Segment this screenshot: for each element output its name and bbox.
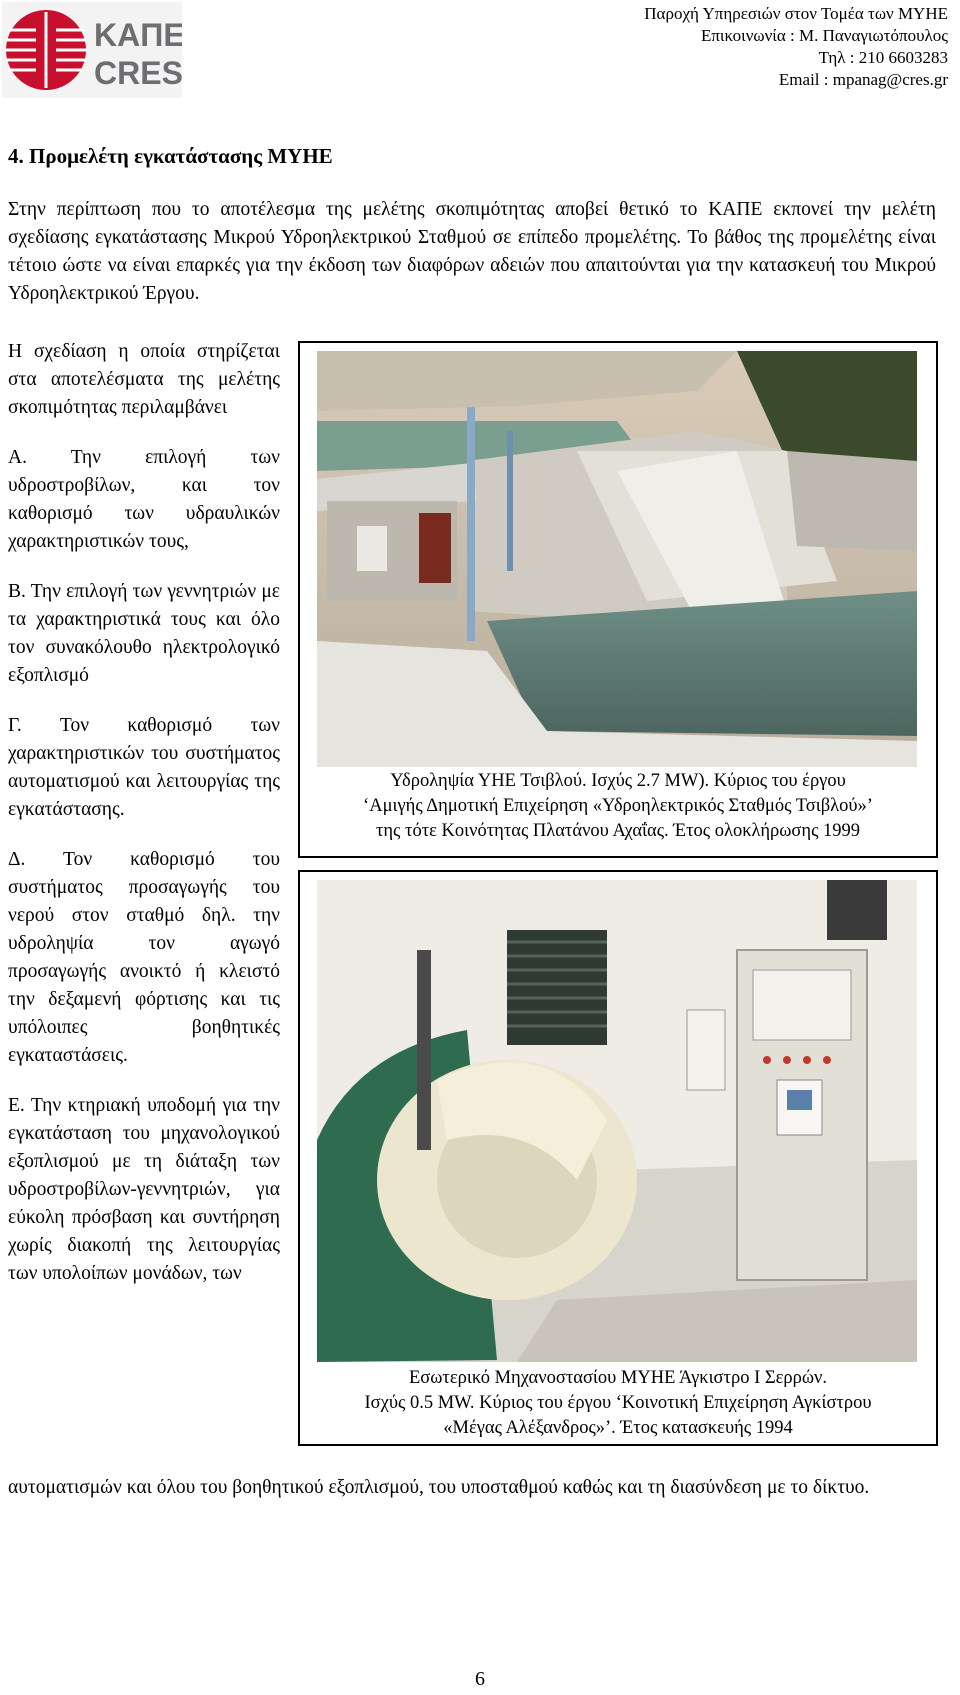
figure-water-intake <box>298 341 938 858</box>
caption-line: «Μέγας Αλέξανδρος»’. Έτος κατασκευής 1994 <box>443 1418 793 1438</box>
intro-paragraph: Στην περίπτωση που το αποτέλεσμα της μελέτης σκοπιμότητας αποβεί θετικό το ΚΑΠΕ εκπονεί την μελέτη σχεδίασης εγκατάστασης Μικρού Υδροηλεκτρικού Σταθμού σε επίπεδο προμελέτης. Το βάθος της προμελέτης είναι τέτοιο ώστε να είναι επαρκές για την έκδοση των διαφόρων αδειών που απαιτούνται για την κατασκευή του Μικρού Υδροηλεκτρικού Έργου. <box>8 199 936 304</box>
header-service-line: Παροχή Υπηρεσιών στον Τομέα των ΜΥΗΕ <box>644 4 948 23</box>
header-email[interactable]: Email : mpanag@cres.gr <box>778 70 948 89</box>
caption-line: ‘Αμιγής Δημοτική Επιχείρηση «Υδροηλεκτρικός Σταθμός Τσιβλού»’ <box>363 796 873 816</box>
design-item-e: Ε. Την κτηριακή υποδομή για την εγκατάσταση του μηχανολογικού εξοπλισμού με τη διάταξη των υδροστροβίλων-γεννητριών, για εύκολη πρόσβαση και συντήρηση χωρίς διακοπή της λειτουργίας των υπολοίπων μονάδων, των <box>8 1095 280 1284</box>
svg-text:CRES: CRES <box>94 55 182 91</box>
caption-line: Ισχύς 0.5 MW. Κύριος του έργου ‘Κοινοτική Επιχείρηση Αγκίστρου <box>364 1393 872 1413</box>
design-item-a: Α. Την επιλογή των υδροστροβίλων, και τον καθορισμό των υδραυλικών χαρακτηριστικών τους, <box>8 447 280 552</box>
photo-water-intake <box>317 351 917 767</box>
page-number: 6 <box>475 1668 485 1690</box>
figure-water-intake-caption <box>306 769 930 844</box>
figure-powerhouse-interior <box>298 870 938 1446</box>
caption-line: Εσωτερικό Μηχανοστασίου ΜΥΗΕ Άγκιστρο Ι Σερρών. <box>408 1368 828 1388</box>
design-item-d: Δ. Τον καθορισμό του συστήματος προσαγωγής του νερού στον σταθμό δηλ. την υδροληψία τον αγωγό προσαγωγής ανοικτό ή κλειστό την δεξαμενή φόρτισης και τις υπόλοιπες βοηθητικές εγκαταστάσεις. <box>8 849 280 1066</box>
photo-powerhouse-interior <box>317 880 917 1362</box>
header-contact-person: Επικοινωνία : Μ. Παναγιωτόπουλος <box>700 26 948 45</box>
figure-powerhouse-interior-caption <box>306 1366 930 1441</box>
design-item-c: Γ. Τον καθορισμό των χαρακτηριστικών του συστήματος αυτοματισμού και λειτουργίας της εγκατάστασης. <box>8 715 280 820</box>
cres-logo <box>2 2 182 98</box>
header-contact <box>644 3 948 91</box>
design-scope-lead: Η σχεδίαση η οποία στηρίζεται στα αποτελέσματα της μελέτης σκοπιμότητας περιλαμβάνει <box>8 341 280 418</box>
caption-line: Υδροληψία ΥΗΕ Τσιβλού. Ισχύς 2.7 MW). Κύριος του έργου <box>390 771 846 791</box>
svg-text:ΚΑΠΕ: ΚΑΠΕ <box>94 17 182 53</box>
caption-line: της τότε Κοινότητας Πλατάνου Αχαΐας. Έτος ολοκλήρωσης 1999 <box>375 821 861 841</box>
section-title: 4. Προμελέτη εγκατάστασης ΜΥΗΕ <box>8 144 333 168</box>
design-scope-list <box>8 338 280 1288</box>
design-item-b: Β. Την επιλογή των γεννητριών με τα χαρακτηριστικά τους και όλο τον συνακόλουθο ηλεκτρολογικό εξοπλισμό <box>8 581 280 686</box>
closing-paragraph: αυτοματισμών και όλου του βοηθητικού εξοπλισμού, του υποσταθμού καθώς και τη διασύνδεση με το δίκτυο. <box>8 1476 870 1498</box>
header-phone: Τηλ : 210 6603283 <box>818 48 948 67</box>
